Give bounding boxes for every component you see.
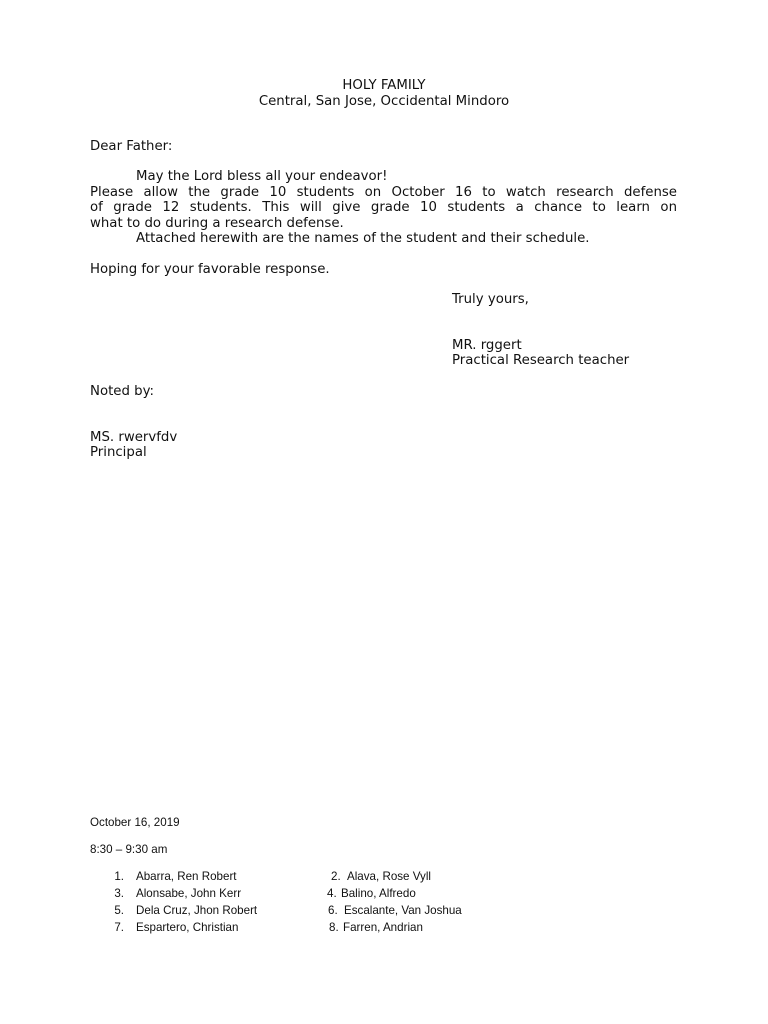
closing: Truly yours,: [452, 292, 529, 307]
salutation: Dear Father:: [90, 139, 173, 154]
student-name: Balino, Alfredo: [341, 887, 416, 900]
student-number: 1.: [114, 870, 124, 883]
hoping-line: Hoping for your favorable response.: [90, 262, 330, 277]
blessing-line: May the Lord bless all your endeavor!: [136, 169, 388, 184]
student-name: Espartero, Christian: [136, 921, 239, 934]
student-name: Escalante, Van Joshua: [344, 904, 462, 917]
student-number: 7.: [114, 921, 124, 934]
schedule-date: October 16, 2019: [90, 816, 180, 829]
attached-line: Attached herewith are the names of the student and their schedule.: [136, 231, 590, 246]
school-address: Central, San Jose, Occidental Mindoro: [258, 94, 510, 109]
student-name: Abarra, Ren Robert: [136, 870, 237, 883]
student-name: Alava, Rose Vyll: [347, 870, 431, 883]
student-name: Farren, Andrian: [343, 921, 423, 934]
student-number: 4.: [327, 887, 337, 900]
body-line-3: what to do during a research defense.: [90, 216, 344, 231]
noted-by: Noted by:: [90, 384, 154, 399]
school-name: HOLY FAMILY: [342, 78, 426, 93]
student-number: 6.: [328, 904, 338, 917]
body-line-2: of grade 12 students. This will give grade 10 students a chance to learn on: [90, 200, 677, 215]
noter-name: MS. rwervfdv: [90, 430, 178, 445]
noter-title: Principal: [90, 445, 147, 460]
student-name: Dela Cruz, Jhon Robert: [136, 904, 258, 917]
student-number: 2.: [331, 870, 341, 883]
body-line-1: Please allow the grade 10 students on October 16 to watch research defense: [90, 185, 677, 200]
student-number: 8.: [329, 921, 339, 934]
student-number: 3.: [114, 887, 124, 900]
signatory-name: MR. rggert: [452, 338, 522, 353]
student-number: 5.: [114, 904, 124, 917]
schedule-time: 8:30 – 9:30 am: [90, 843, 168, 856]
student-name: Alonsabe, John Kerr: [136, 887, 242, 900]
signatory-title: Practical Research teacher: [452, 353, 630, 368]
